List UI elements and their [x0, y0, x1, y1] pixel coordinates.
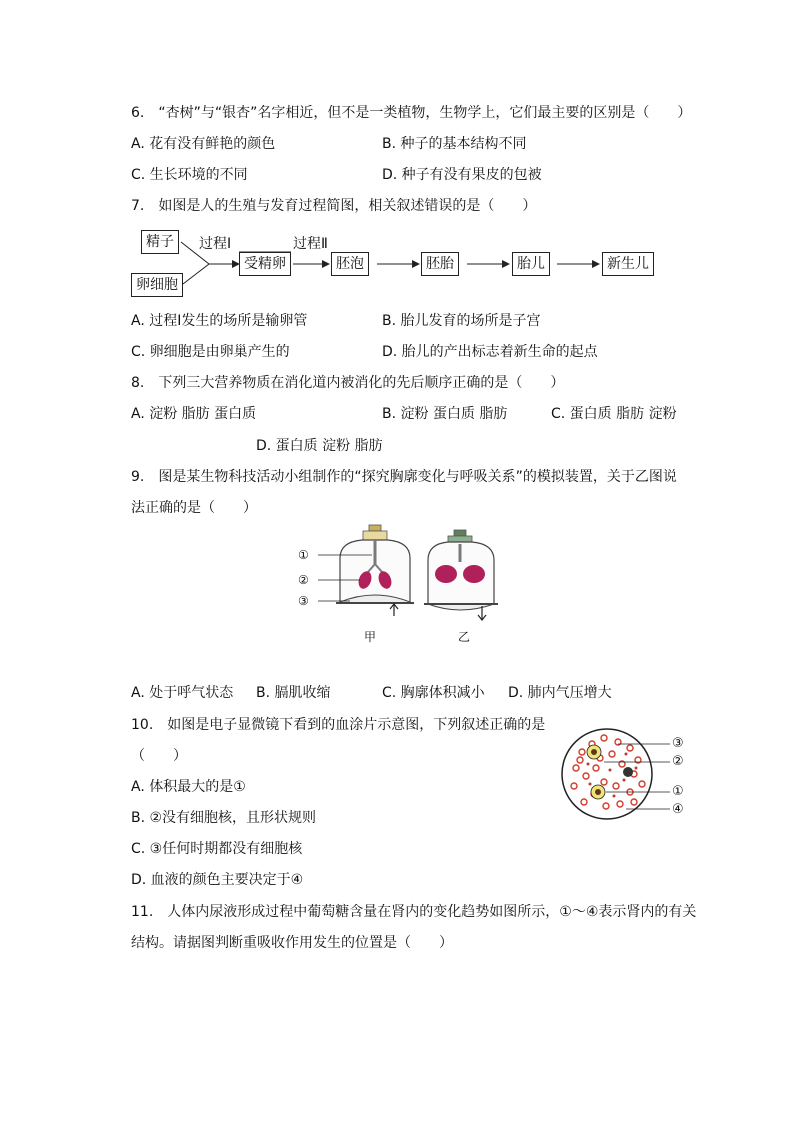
- q6-option-d: D. 种子有没有果皮的包被: [382, 167, 542, 183]
- q11-stem-line2: 结构。请据图判断重吸收作用发生的位置是（ ）: [131, 935, 453, 951]
- q9-figure: [290, 520, 510, 650]
- q10-stem-line1: 10. 如图是电子显微镜下看到的血涂片示意图，下列叙述正确的是: [131, 717, 546, 733]
- embryo-box: 胚胎: [421, 252, 459, 276]
- zygote-box: 受精卵: [239, 252, 291, 276]
- newborn-box: 新生儿: [602, 252, 654, 276]
- q9-stem-line2: 法正确的是（ ）: [131, 500, 257, 516]
- blood-smear-circle: [560, 724, 690, 824]
- bell-jar-yi: [424, 530, 498, 620]
- q11-stem-line1: 11. 人体内尿液形成过程中葡萄糖含量在肾内的变化趋势如图所示，①～④表示肾内的有关: [131, 904, 697, 920]
- q10-blood-smear-figure: [560, 724, 690, 824]
- sperm-box: 精子: [141, 230, 179, 254]
- bell-jar-model: [290, 520, 510, 650]
- q10-marker-2: ②: [672, 754, 684, 769]
- q8-option-a: A. 淀粉 脂肪 蛋白质: [131, 406, 257, 422]
- q9-option-b: B. 膈肌收缩: [256, 685, 331, 701]
- q9-caption-yi: 乙: [458, 630, 471, 644]
- q10-marker-3: ③: [672, 736, 684, 751]
- q10-marker-1: ①: [672, 784, 684, 799]
- q9-marker-2: ②: [298, 573, 309, 587]
- q10-stem-line2: （ ）: [131, 748, 187, 764]
- fetus-box: 胎儿: [512, 252, 550, 276]
- q6-stem: 6. “杏树”与“银杏”名字相近，但不是一类植物，生物学上，它们最主要的区别是（ ）: [131, 105, 692, 121]
- q7-option-d: D. 胎儿的产出标志着新生命的起点: [382, 344, 598, 360]
- q9-marker-3: ③: [298, 594, 309, 608]
- q7-stem: 7. 如图是人的生殖与发育过程简图，相关叙述错误的是（ ）: [131, 198, 537, 214]
- q9-option-c: C. 胸廓体积减小: [382, 685, 485, 701]
- q7-option-c: C. 卵细胞是由卵巢产生的: [131, 344, 290, 360]
- q9-option-a: A. 处于呼气状态: [131, 685, 234, 701]
- q6-option-a: A. 花有没有鲜艳的颜色: [131, 136, 276, 152]
- q7-option-a: A. 过程Ⅰ发生的场所是输卵管: [131, 313, 308, 329]
- q8-stem: 8. 下列三大营养物质在消化道内被消化的先后顺序正确的是（ ）: [131, 375, 565, 391]
- q8-option-c: C. 蛋白质 脂肪 淀粉: [551, 406, 677, 422]
- q10-option-d: D. 血液的颜色主要决定于④: [131, 872, 304, 888]
- q9-caption-jia: 甲: [364, 630, 377, 644]
- bell-jar-jia: [336, 525, 414, 616]
- q7-option-b: B. 胎儿发育的场所是子宫: [382, 313, 541, 329]
- q10-option-a: A. 体积最大的是①: [131, 779, 246, 795]
- q6-option-b: B. 种子的基本结构不同: [382, 136, 527, 152]
- egg-box: 卵细胞: [131, 273, 183, 297]
- q9-stem-line1: 9. 图是某生物科技活动小组制作的“探究胸廓变化与呼吸关系”的模拟装置，关于乙图说: [131, 469, 677, 485]
- q9-option-d: D. 肺内气压增大: [508, 685, 612, 701]
- process-2-label: 过程Ⅱ: [293, 236, 328, 252]
- q10-marker-4: ④: [672, 802, 684, 817]
- blastocyst-box: 胚泡: [331, 252, 369, 276]
- q6-option-c: C. 生长环境的不同: [131, 167, 248, 183]
- q8-option-d: D. 蛋白质 淀粉 脂肪: [256, 438, 383, 454]
- q10-option-c: C. ③任何时期都没有细胞核: [131, 841, 303, 857]
- q8-option-b: B. 淀粉 蛋白质 脂肪: [382, 406, 508, 422]
- q10-option-b: B. ②没有细胞核，且形状规则: [131, 810, 317, 826]
- q7-diagram: [131, 228, 671, 298]
- q9-marker-1: ①: [298, 548, 309, 562]
- process-1-label: 过程Ⅰ: [199, 236, 232, 252]
